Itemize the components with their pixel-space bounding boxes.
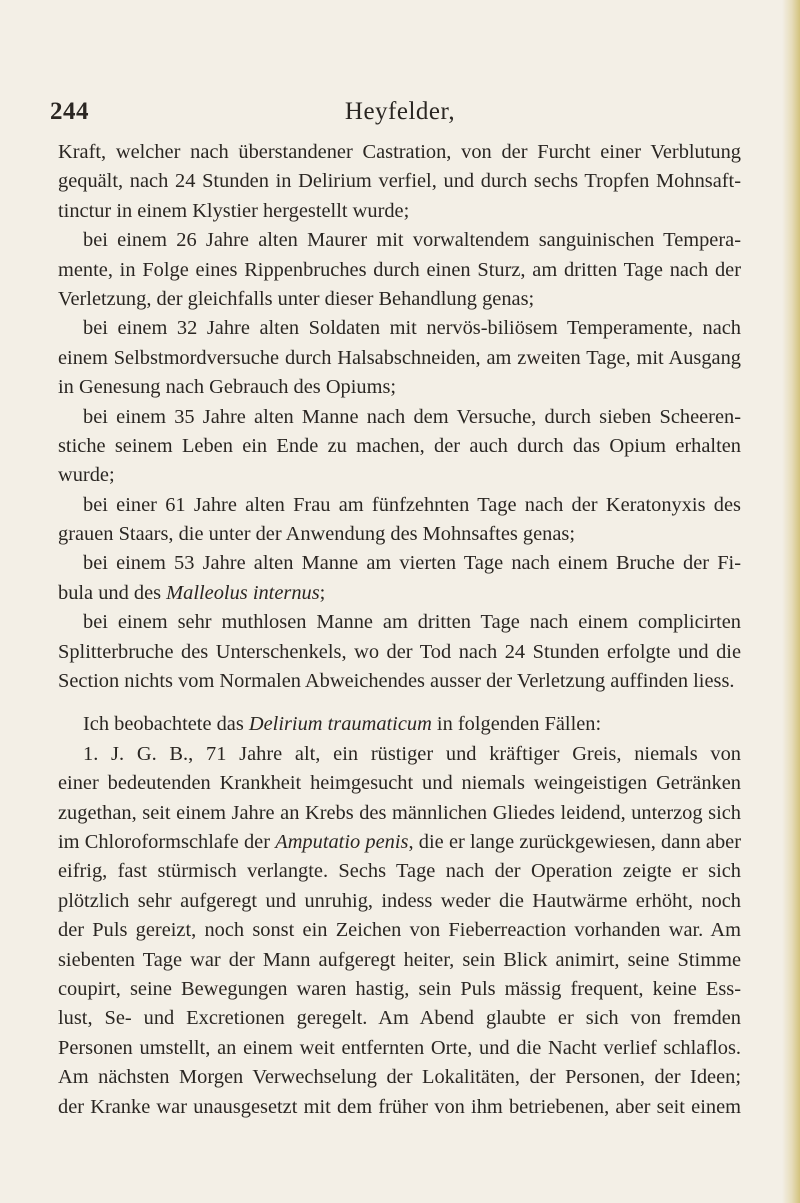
text-line: Personen umstellt, an einem weit entfernten Orte, und die Nacht verlief schlaflos. <box>58 1036 741 1059</box>
text-line: gequält, nach 24 Stunden in Delirium verfiel, und durch sechs Tropfen Mohnsaft- <box>58 170 741 193</box>
text-line: lust, Se- und Excretionen geregelt. Am Abend glaubte er sich von fremden <box>58 1007 741 1030</box>
text-line: tinctur in einem Klystier hergestellt wurde; <box>58 199 410 222</box>
text-line: stiche seinem Leben ein Ende zu machen, der auch durch das Opium erhalten <box>58 434 741 457</box>
text-line: siebenten Tage war der Mann aufgeregt heiter, sein Blick animirt, seine Stimme <box>58 948 741 971</box>
text-line <box>58 579 741 608</box>
page-number: 244 <box>50 98 89 125</box>
text-line: bei einem 35 Jahre alten Manne nach dem Versuche, durch sieben Scheeren- <box>83 405 741 428</box>
text-line: bei einer 61 Jahre alten Frau am fünfzehnten Tage nach der Keratonyxis des <box>83 493 741 516</box>
text-line: eifrig, fast stürmisch verlangte. Sechs Tage nach der Operation zeigte er sich <box>58 860 741 883</box>
text-line: mente, in Folge eines Rippenbruches durch einen Sturz, am dritten Tage nach der <box>58 258 741 281</box>
text-line: Kraft, welcher nach überstandener Castration, von der Furcht einer Verblutung <box>58 141 741 163</box>
text-line: plötzlich sehr aufgeregt und unruhig, indess weder die Hautwärme erhöht, noch <box>58 889 741 912</box>
text-line: bei einem 53 Jahre alten Manne am vierten Tage nach einem Bruche der Fi- <box>83 552 741 575</box>
text-line: einem Selbstmordversuche durch Halsabschneiden, am zweiten Tage, mit Ausgang <box>58 346 741 369</box>
text-line: Am nächsten Morgen Verwechselung der Lokalitäten, der Personen, der Ideen; <box>58 1066 741 1089</box>
text-run: im Chloroformschlafe der <box>58 830 276 853</box>
text-line: in Genesung nach Gebrauch des Opiums; <box>58 376 397 399</box>
text-line: bei einem 26 Jahre alten Maurer mit vorwaltendem sanguinischen Tempera- <box>83 229 741 252</box>
text-line <box>58 828 741 857</box>
text-line: bei einem 32 Jahre alten Soldaten mit nervös-biliösem Temperamente, nach <box>83 317 741 340</box>
body-text <box>58 138 741 1122</box>
text-run: bula und des <box>58 581 167 604</box>
text-run: , die er lange zurückgewiesen, dann aber <box>408 830 741 853</box>
latin-term: Malleolus internus <box>166 581 320 604</box>
text-line: einer bedeutenden Krankheit heimgesucht und niemals weingeistigen Getränken <box>58 772 741 795</box>
text-line: der Kranke war unausgesetzt mit dem früher von ihm betriebenen, aber seit einem <box>58 1095 741 1118</box>
text-line: zugethan, seit einem Jahre an Krebs des männlichen Gliedes leidend, unterzog sich <box>58 801 741 824</box>
latin-term: Delirium traumaticum <box>248 713 432 736</box>
text-line: Splitterbruche des Unterschenkels, wo der Tod nach 24 Stunden erfolgte und die <box>58 640 741 663</box>
text-line: Section nichts vom Normalen Abweichendes ausser der Verletzung auffinden liess. <box>58 670 735 693</box>
text-line: 1. J. G. B., 71 Jahre alt, ein rüstiger und kräftiger Greis, niemals von <box>83 742 741 765</box>
text-line: bei einem sehr muthlosen Manne am dritten Tage nach einem complicirten <box>83 611 741 634</box>
text-run: ; <box>319 581 326 604</box>
text-line: grauen Staars, die unter der Anwendung des Mohnsaftes genas; <box>58 523 575 546</box>
text-line: der Puls gereizt, noch sonst ein Zeichen von Fieberreaction vorhanden war. Am <box>58 919 741 942</box>
text-line: wurde; <box>58 464 115 487</box>
text-line <box>58 710 741 739</box>
text-line: coupirt, seine Bewegungen waren hastig, sein Puls mässig frequent, keine Ess- <box>58 977 741 1000</box>
text-run: Ich beobachtete das <box>83 713 249 736</box>
running-head: Heyfelder, <box>344 98 456 125</box>
paragraph-gap <box>58 696 741 710</box>
text-run: in folgenden Fällen: <box>431 713 602 736</box>
latin-term: Amputatio penis <box>275 830 409 853</box>
text-line: Verletzung, der gleichfalls unter dieser Behandlung genas; <box>58 287 535 310</box>
page-edge-stain <box>782 0 800 1203</box>
